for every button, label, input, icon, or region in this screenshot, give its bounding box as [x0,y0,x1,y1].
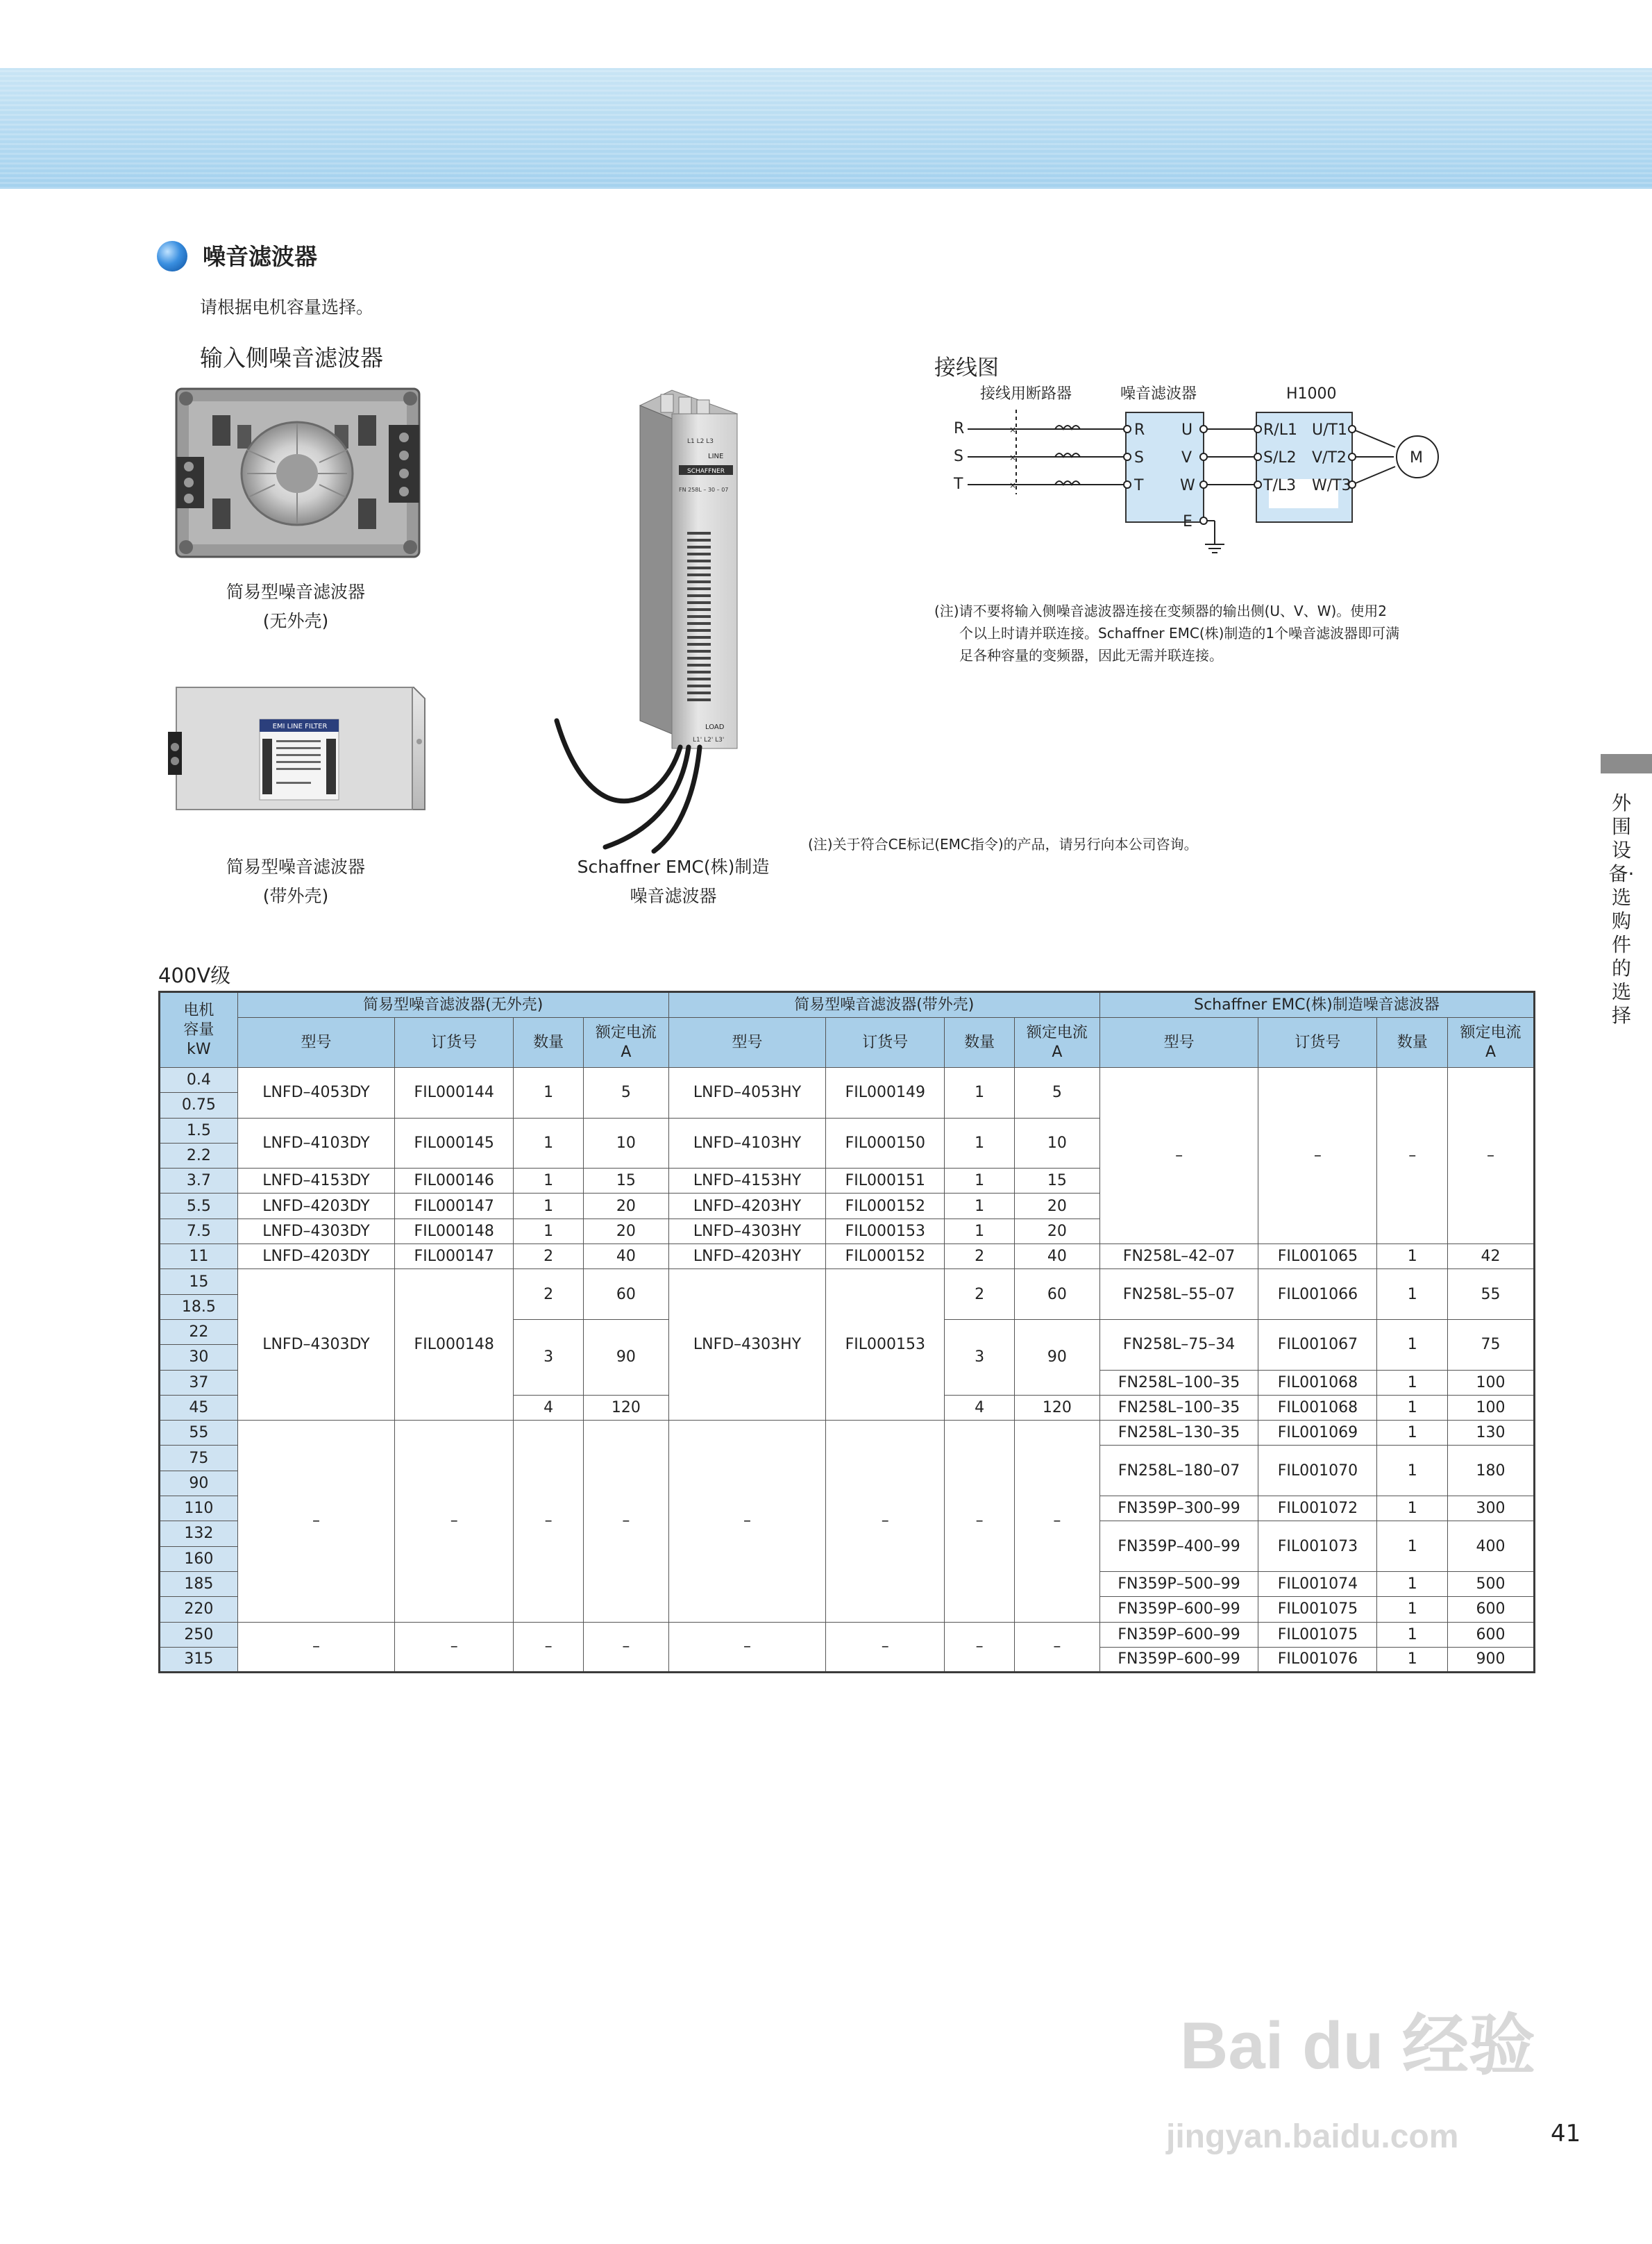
cell: – [668,1421,825,1622]
cell: 1 [1377,1647,1448,1672]
cell: 3 [945,1319,1015,1395]
cell: 4 [945,1395,1015,1420]
cell: 600 [1448,1622,1535,1647]
col-order: 订货号 [1258,1018,1377,1068]
cell: 10 [583,1118,668,1169]
kw-cell: 220 [160,1597,238,1622]
cell: – [395,1622,514,1673]
cell: 100 [1448,1395,1535,1420]
cell: 180 [1448,1446,1535,1496]
kw-cell: 37 [160,1370,238,1395]
note-line: (注)请不要将输入侧噪音滤波器连接在变频器的输出侧(U、V、W)。使用2 [934,603,1388,619]
col-order: 订货号 [395,1018,514,1068]
cell: 20 [583,1194,668,1219]
col-model: 型号 [237,1018,394,1068]
cell: 400 [1448,1521,1535,1572]
filter-in-s: S [1134,449,1144,467]
cell: FIL000147 [395,1194,514,1219]
col-qty: 数量 [1377,1018,1448,1068]
kw-cell: 1.5 [160,1118,238,1143]
cell: – [395,1421,514,1622]
caption-schaffner [555,853,791,911]
cell: FIL000150 [826,1118,945,1169]
cell: FN359P–500–99 [1099,1571,1258,1596]
caption-filter-no-case [171,578,421,636]
kw-header-line: kW [187,1040,211,1058]
kw-cell: 22 [160,1319,238,1344]
table-title: 400V级 [158,964,231,987]
input-label-r: R [954,420,965,437]
cell: 1 [945,1169,1015,1194]
cell: 1 [514,1169,584,1194]
cell: – [1448,1068,1535,1244]
cell: 1 [514,1068,584,1119]
watermark-url: jingyan.baidu.com [1166,2118,1459,2155]
kw-cell: 18.5 [160,1294,238,1319]
note-line: 个以上时请并联连接。Schaffner EMC(株)制造的1个噪音滤波器即可满 [959,625,1400,642]
kw-cell: 30 [160,1345,238,1370]
intro-text: 请根据电机容量选择。 [200,297,374,317]
cell: 60 [583,1269,668,1320]
breaker-label: 接线用断路器 [980,385,1072,403]
cell: LNFD–4103HY [668,1118,825,1169]
kw-cell: 45 [160,1395,238,1420]
cell: 40 [583,1244,668,1269]
col-current-line: A [1485,1043,1497,1061]
cell: – [237,1421,394,1622]
cell: FIL001073 [1258,1521,1377,1572]
cell: 1 [1377,1319,1448,1370]
cell: FN359P–600–99 [1099,1647,1258,1672]
cell: FN258L–75–34 [1099,1319,1258,1370]
kw-cell: 110 [160,1496,238,1521]
filter-out-u: U [1181,421,1193,439]
side-tab-label: 外围设备·选购件的选择 [1608,792,1635,1027]
cell: – [945,1421,1015,1622]
kw-cell: 75 [160,1446,238,1471]
kw-cell: 11 [160,1244,238,1269]
group-header-c: Schaffner EMC(株)制造噪音滤波器 [1099,992,1534,1018]
col-current [1015,1018,1100,1068]
cell: FIL001067 [1258,1319,1377,1370]
inv-in-t: T/L3 [1263,477,1297,494]
cell: FN359P–400–99 [1099,1521,1258,1572]
cell: 130 [1448,1421,1535,1446]
cell: 1 [945,1118,1015,1169]
cell: 1 [945,1194,1015,1219]
cell: FN359P–600–99 [1099,1597,1258,1622]
cell: 1 [1377,1597,1448,1622]
cell: 1 [945,1068,1015,1119]
cell: LNFD–4203HY [668,1194,825,1219]
cell: 1 [1377,1446,1448,1496]
table-row [160,1622,1535,1647]
cell: 1 [1377,1521,1448,1572]
cell: FIL000152 [826,1194,945,1219]
cell: 15 [583,1169,668,1194]
cell: 120 [583,1395,668,1420]
cell: LNFD–4203HY [668,1244,825,1269]
cell: FN258L–180–07 [1099,1446,1258,1496]
cell: 90 [1015,1319,1100,1395]
col-qty: 数量 [945,1018,1015,1068]
cell: LNFD–4203DY [237,1244,394,1269]
cell: 75 [1448,1319,1535,1370]
cell: 1 [1377,1622,1448,1647]
note-line: 足各种容量的变频器，因此无需并联连接。 [959,647,1223,664]
inv-in-s: S/L2 [1263,449,1297,467]
svg-text:×: × [1009,425,1017,435]
filter-out-v: V [1181,449,1192,467]
cell: LNFD–4103DY [237,1118,394,1169]
caption-filter-with-case [171,853,421,911]
filter-out-e: E [1183,513,1192,530]
page-number: 41 [1551,2120,1581,2147]
col-current-line: A [621,1043,632,1061]
cell: 60 [1015,1269,1100,1320]
cell: – [826,1421,945,1622]
cell: 100 [1448,1370,1535,1395]
cell: FIL001076 [1258,1647,1377,1672]
cell: FIL001075 [1258,1622,1377,1647]
cell: 1 [1377,1244,1448,1269]
cell: – [237,1622,394,1673]
cell: LNFD–4053DY [237,1068,394,1119]
schaffner-line-label: LINE [708,453,724,460]
filter-out-w: W [1180,477,1195,494]
wiring-diagram [944,375,1478,583]
cell: 3 [514,1319,584,1395]
cell: 500 [1448,1571,1535,1596]
cell: FIL001069 [1258,1421,1377,1446]
kw-cell: 132 [160,1521,238,1546]
cell: – [668,1622,825,1673]
schaffner-brand-label: SCHAFFNER [687,468,725,475]
side-tab-marker [1601,754,1652,773]
kw-cell: 0.75 [160,1093,238,1118]
cell: 600 [1448,1597,1535,1622]
header-band [0,68,1652,189]
cell: 10 [1015,1118,1100,1169]
caption-line: 简易型噪音滤波器 [226,857,365,877]
cell: – [826,1622,945,1673]
filter-in-t: T [1134,477,1144,494]
cell: FIL000152 [826,1244,945,1269]
kw-cell: 315 [160,1647,238,1672]
table-row [160,1421,1535,1446]
inv-out-w: W/T3 [1312,477,1351,494]
schaffner-model-label: FN 258L – 30 – 07 [679,487,729,493]
cell: LNFD–4203DY [237,1194,394,1219]
cell: FIL001066 [1258,1269,1377,1320]
kw-cell: 15 [160,1269,238,1294]
kw-header-line: 容量 [183,1021,214,1039]
schaffner-line-terminals: L1 L2 L3 [687,438,714,445]
cell: FN258L–100–35 [1099,1370,1258,1395]
wiring-diagram-title: 接线图 [934,355,999,380]
svg-text:×: × [1009,480,1017,490]
input-label-t: T [954,476,963,493]
cell: FIL000148 [395,1219,514,1244]
cell: – [1377,1068,1448,1244]
cell: FIL001075 [1258,1597,1377,1622]
cell: – [1015,1622,1100,1673]
cell: FN359P–600–99 [1099,1622,1258,1647]
col-current [1448,1018,1535,1068]
table-row [160,1269,1535,1294]
kw-header [160,992,238,1068]
cell: LNFD–4153HY [668,1169,825,1194]
section-title: 噪音滤波器 [203,243,317,270]
cell: 20 [1015,1219,1100,1244]
cell: – [514,1421,584,1622]
cell: LNFD–4053HY [668,1068,825,1119]
wiring-note [934,600,1490,667]
cell: 1 [1377,1269,1448,1320]
cell: 40 [1015,1244,1100,1269]
inv-out-u: U/T1 [1312,421,1347,439]
cell: 2 [514,1269,584,1320]
inverter-label: H1000 [1286,385,1337,403]
inv-in-r: R/L1 [1263,421,1297,439]
watermark-logo: Bai du 经验 [1180,2009,1536,2083]
cell: 1 [1377,1395,1448,1420]
kw-cell: 250 [160,1622,238,1647]
col-current [583,1018,668,1068]
col-qty: 数量 [514,1018,584,1068]
cell: 20 [1015,1194,1100,1219]
filter-with-case-image [164,671,429,822]
filter-label: 噪音滤波器 [1120,385,1197,403]
table-row [160,1244,1535,1269]
cell: – [1258,1068,1377,1244]
filter-in-r: R [1134,421,1145,439]
schaffner-load-terminals: L1' L2' L3' [693,737,725,744]
kw-cell: 3.7 [160,1169,238,1194]
table-row [160,1068,1535,1093]
cell: 1 [514,1219,584,1244]
cell: LNFD–4303DY [237,1219,394,1244]
col-current-line: 额定电流 [1026,1023,1088,1041]
cell: FIL001074 [1258,1571,1377,1596]
caption-line: Schaffner EMC(株)制造 [577,857,770,877]
kw-cell: 7.5 [160,1219,238,1244]
cell: – [1015,1421,1100,1622]
cell: 5 [1015,1068,1100,1119]
col-current-line: 额定电流 [595,1023,657,1041]
cell: FN258L–100–35 [1099,1395,1258,1420]
cell: 1 [514,1118,584,1169]
col-order: 订货号 [826,1018,945,1068]
kw-cell: 90 [160,1471,238,1496]
cell: 1 [1377,1370,1448,1395]
filter-no-case-image [171,380,429,565]
cell: FIL000146 [395,1169,514,1194]
cell: 55 [1448,1269,1535,1320]
cell: 1 [1377,1571,1448,1596]
cell: LNFD–4303DY [237,1269,394,1421]
cell: FIL001065 [1258,1244,1377,1269]
cell: FIL000145 [395,1118,514,1169]
caption-line: 简易型噪音滤波器 [226,582,365,602]
cell: FIL000144 [395,1068,514,1119]
cell: FIL000151 [826,1169,945,1194]
cell: – [945,1622,1015,1673]
caption-line: (无外壳) [262,611,329,631]
kw-cell: 0.4 [160,1068,238,1093]
cell: FIL000153 [826,1219,945,1244]
cell: 120 [1015,1395,1100,1420]
cell: 5 [583,1068,668,1119]
cell: 900 [1448,1647,1535,1672]
cell: FIL000153 [826,1269,945,1421]
cell: FN258L–42–07 [1099,1244,1258,1269]
svg-text:×: × [1009,453,1017,462]
motor-label: M [1410,449,1423,467]
cell: 4 [514,1395,584,1420]
cell: 20 [583,1219,668,1244]
cell: 2 [945,1244,1015,1269]
schaffner-filter-image [550,386,758,854]
cell: FIL000148 [395,1269,514,1421]
input-label-s: S [954,448,963,465]
cell: LNFD–4153DY [237,1169,394,1194]
cell: 300 [1448,1496,1535,1521]
cell: 42 [1448,1244,1535,1269]
sub-title: 输入侧噪音滤波器 [200,344,383,371]
kw-header-line: 电机 [183,1001,214,1019]
cell: 90 [583,1319,668,1395]
cell: FIL000147 [395,1244,514,1269]
cell: 1 [514,1194,584,1219]
cell: LNFD–4303HY [668,1219,825,1244]
kw-cell: 5.5 [160,1194,238,1219]
cell: FIL001070 [1258,1446,1377,1496]
cell: FN258L–130–35 [1099,1421,1258,1446]
spec-table [158,991,1535,1673]
col-model: 型号 [668,1018,825,1068]
cell: 1 [1377,1421,1448,1446]
cell: FIL000149 [826,1068,945,1119]
cell: LNFD–4303HY [668,1269,825,1421]
ce-note: (注)关于符合CE标记(EMC指令)的产品，请另行向本公司咨询。 [808,836,1198,853]
case-label-text: EMI LINE FILTER [272,723,328,730]
schaffner-load-label: LOAD [705,723,725,731]
cell: 2 [514,1244,584,1269]
cell: FIL001068 [1258,1395,1377,1420]
col-current-line: A [1052,1043,1063,1061]
cell: FN359P–300–99 [1099,1496,1258,1521]
inv-out-v: V/T2 [1312,449,1347,467]
kw-cell: 55 [160,1421,238,1446]
col-model: 型号 [1099,1018,1258,1068]
cell: – [514,1622,584,1673]
caption-line: (带外壳) [262,886,329,906]
kw-cell: 185 [160,1571,238,1596]
cell: – [583,1622,668,1673]
kw-cell: 2.2 [160,1143,238,1168]
cell: FIL001068 [1258,1370,1377,1395]
caption-line: 噪音滤波器 [630,886,717,906]
col-current-line: 额定电流 [1460,1023,1522,1041]
cell: FIL001072 [1258,1496,1377,1521]
cell: 15 [1015,1169,1100,1194]
cell: 1 [1377,1496,1448,1521]
kw-cell: 160 [160,1546,238,1571]
group-header-b: 简易型噪音滤波器(带外壳) [668,992,1099,1018]
cell: – [1099,1068,1258,1244]
group-header-a: 简易型噪音滤波器(无外壳) [237,992,668,1018]
cell: 1 [945,1219,1015,1244]
cell: 2 [945,1269,1015,1320]
cell: FN258L–55–07 [1099,1269,1258,1320]
cell: – [583,1421,668,1622]
